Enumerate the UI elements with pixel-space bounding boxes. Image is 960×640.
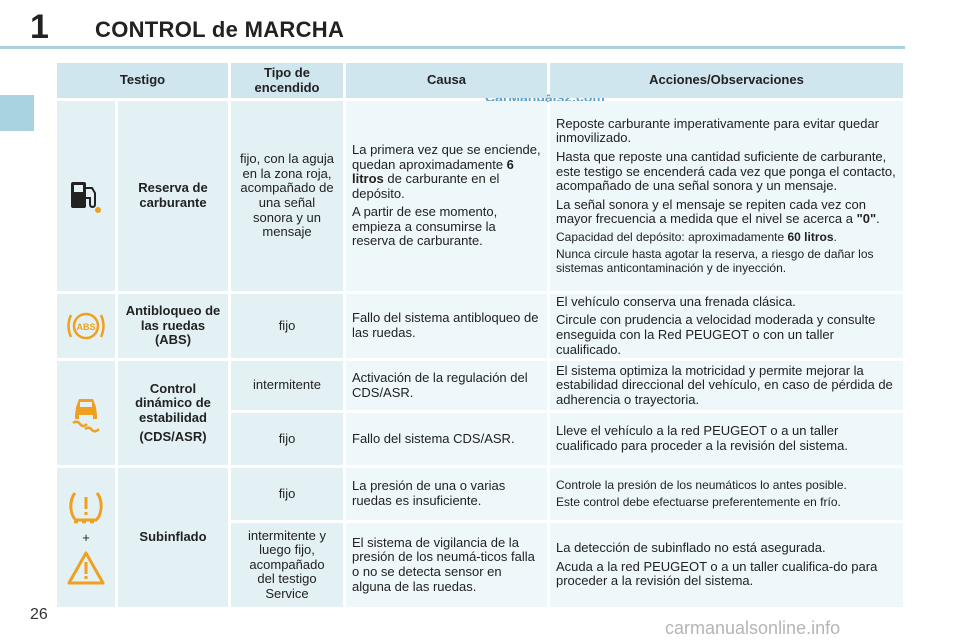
esp-tipo-2: fijo [231,413,343,465]
fuel-pump-icon [68,176,104,216]
esp-name: Control dinámico de estabilidad [135,380,211,425]
esp-name-cell [118,361,228,465]
esp-causa-1: Activación de la regulación del CDS/ASR. [346,361,547,410]
fuel-icon-cell [57,101,115,291]
esp-tipo-1: intermitente [231,361,343,410]
tpms-acc-2b: Acuda a la red PEUGEOT o a un taller cualifica-do para proceder a la revisión del sistema. [556,558,878,589]
skidding-car-icon [68,393,104,433]
esp-acc-1: El sistema optimiza la motricidad y permite mejorar la estabilidad direccional del vehículo, en caso de pérdida de adherencia o trayectoria. [550,361,903,410]
fuel-causa [346,101,547,291]
header-causa: Causa [346,63,547,98]
tpms-causa-2: El sistema de vigilancia de la presión de los neumá-ticos falla o no se detecta sensor en alguna de las ruedas. [346,523,547,607]
abs-icon-text: ABS [76,322,96,332]
fuel-acc-3-text: La señal sonora y el mensaje se repiten cada vez con mayor frecuencia a medida que el nivel se acerca a [556,196,867,227]
tpms-acc-2a: La detección de subinflado no está asegurada. [556,540,826,556]
tpms-icon-cell [57,468,115,607]
chapter-number: 1 [30,8,49,46]
fuel-acciones [550,101,903,291]
fuel-name: Reserva de carburante [118,101,228,291]
tire-pressure-icon [66,489,106,525]
abs-acciones [550,294,903,358]
warning-lights-table [57,63,903,607]
header-acciones: Acciones/Observaciones [550,63,903,98]
esp-name-abbrev: (CDS/ASR) [139,428,207,444]
header-testigo: Testigo [57,63,228,98]
header-tipo: Tipo de encendido [231,63,343,98]
fuel-acc-3 [556,198,897,227]
tpms-tipo-1: fijo [231,468,343,520]
chapter-side-tab [0,95,34,131]
abs-name: Antibloqueo de las ruedas (ABS) [118,294,228,358]
abs-causa: Fallo del sistema antibloqueo de las ruedas. [346,294,547,358]
fuel-tipo: fijo, con la aguja en la zona roja, acompañado de una señal sonora y un mensaje [231,101,343,291]
esp-causa-2: Fallo del sistema CDS/ASR. [346,413,547,465]
fuel-causa-1-end: de carburante en el depósito. [352,171,500,201]
fuel-acc-4-text: Capacidad del depósito: aproximadamente [556,229,788,244]
tpms-acc-2 [550,523,903,607]
fuel-acc-3-end: . [876,211,880,227]
fuel-acc-3-bold: "0" [856,211,877,227]
fuel-causa-2: A partir de ese momento, empieza a consumirse la reserva de carburante. [352,204,498,249]
fuel-causa-1 [352,143,541,201]
page-number: 26 [30,606,48,623]
abs-icon-cell [57,294,115,358]
title-rule [0,46,905,49]
warning-triangle-icon [66,550,106,586]
abs-icon [65,309,107,343]
tpms-name: Subinflado [118,468,228,607]
tpms-acc-1 [550,468,903,520]
esp-icon-cell [57,361,115,465]
fuel-causa-1-bold: 6 litros [352,156,514,187]
tpms-acc-1b: Este control debe efectuarse preferentemente en frío. [556,495,841,509]
fuel-acc-1: Reposte carburante imperativamente para evitar quedar inmovilizado. [556,115,880,146]
tpms-causa-1: La presión de una o varias ruedas es insuficiente. [346,468,547,520]
abs-tipo: fijo [231,294,343,358]
page-title: CONTROL de MARCHA [95,17,345,42]
fuel-causa-1-text: La primera vez que se enciende, quedan aproximadamente [352,142,541,172]
tpms-plus: + [82,530,90,546]
fuel-acc-5: Nunca circule hasta agotar la reserva, a riesgo de dañar los sistemas anticontaminación y de inyección. [556,247,874,275]
watermark-bottom: carmanualsonline.info [665,618,841,638]
abs-acc-2: Circule con prudencia a velocidad moderada y consulte enseguida con la Red PEUGEOT o con un taller cualificado. [556,312,876,357]
esp-acc-2: Lleve el vehículo a la red PEUGEOT o a un taller cualificado para proceder a la revisión del sistema. [550,413,903,465]
tpms-tipo-2: intermitente y luego fijo, acompañado del testigo Service [231,523,343,607]
fuel-acc-4-bold: 60 litros [787,229,834,244]
tpms-acc-1a: Controle la presión de los neumáticos lo antes posible. [556,477,847,492]
abs-acc-1: El vehículo conserva una frenada clásica. [556,294,796,309]
fuel-acc-4-end: . [833,229,837,244]
fuel-acc-2: Hasta que reposte una cantidad suficiente de carburante, este testigo se encenderá cada vez que ponga el contacto, acompañado de una señal sonora y un mensaje. [556,149,896,194]
fuel-acc-4 [556,231,897,244]
